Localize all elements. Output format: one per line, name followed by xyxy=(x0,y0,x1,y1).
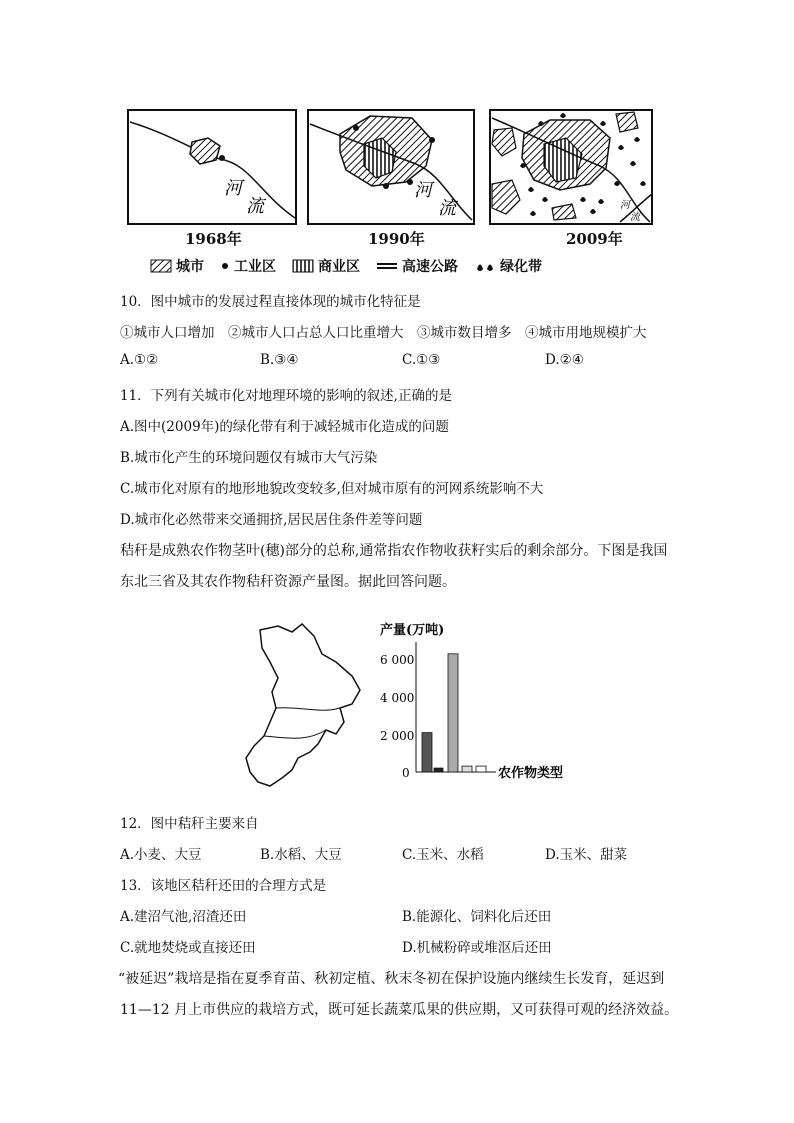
q13-option-c[interactable]: C.就地焚烧或直接还田 xyxy=(120,940,256,956)
map-panel-2009 xyxy=(490,110,652,224)
bar-3 xyxy=(448,654,458,772)
highway-line-icon xyxy=(376,259,398,273)
q12-option-c[interactable]: C.玉米、水稻 xyxy=(402,847,484,863)
y-tick-0: 0 xyxy=(402,766,410,780)
svg-text:流: 流 xyxy=(630,212,640,223)
bar-1 xyxy=(422,733,432,772)
svg-text:河: 河 xyxy=(414,180,432,201)
svg-text:流: 流 xyxy=(246,196,264,217)
legend-industrial: 工业区 xyxy=(220,256,276,276)
industrial-dot-icon xyxy=(220,259,230,273)
chart-xlabel: 农作物类型 xyxy=(498,766,564,781)
q12-option-b[interactable]: B.水稻、大豆 xyxy=(260,847,342,863)
map-legend xyxy=(150,256,670,276)
northeast-china-outline-icon xyxy=(240,618,370,798)
q11-option-c[interactable]: C.城市化对原有的地形地貌改变较多,但对城市原有的河网系统影响不大 xyxy=(120,481,544,497)
bar-chart xyxy=(372,620,612,790)
q10-statements: ①城市人口增加 ②城市人口占总人口比重增大 ③城市数目增多 ④城市用地规模扩大 xyxy=(120,325,647,341)
q10-stem: 10．图中城市的发展过程直接体现的城市化特征是 xyxy=(120,294,421,310)
legend-city: 城市 xyxy=(150,256,204,276)
chart-ylabel: 产量(万吨) xyxy=(380,623,445,638)
q10-option-d[interactable]: D.②④ xyxy=(545,352,584,368)
straw-output-chart xyxy=(372,620,612,790)
legend-commercial: 商业区 xyxy=(292,256,360,276)
bar-4 xyxy=(462,766,472,772)
q11-stem: 11．下列有关城市化对地理环境的影响的叙述,正确的是 xyxy=(120,388,452,404)
y-tick-4000: 4 000 xyxy=(380,691,415,705)
legend-highway: 高速公路 xyxy=(376,256,458,276)
passage-line-1: 秸秆是成熟农作物茎叶(穗)部分的总称,通常指农作物收获籽实后的剩余部分。下图是我国 xyxy=(120,543,668,559)
commercial-swatch-icon xyxy=(292,259,314,273)
map-panel-1968 xyxy=(128,110,296,224)
greenbelt-drop-icon xyxy=(474,259,496,273)
city-swatch-icon xyxy=(150,259,172,273)
q11-option-b[interactable]: B.城市化产生的环境问题仅有城市大气污染 xyxy=(120,450,378,466)
map-panel-1990 xyxy=(308,110,474,224)
q10-option-c[interactable]: C.①③ xyxy=(402,352,441,368)
year-label-1990: 1990年 xyxy=(368,230,425,248)
q10-option-b[interactable]: B.③④ xyxy=(260,352,299,368)
q13-stem: 13．该地区秸秆还田的合理方式是 xyxy=(120,878,327,894)
q10-option-a[interactable]: A.①② xyxy=(120,352,159,368)
q12-option-a[interactable]: A.小麦、大豆 xyxy=(120,847,202,863)
year-label-1968: 1968年 xyxy=(185,230,242,248)
q13-option-d[interactable]: D.机械粉碎或堆沤后还田 xyxy=(402,940,552,956)
q10-options xyxy=(120,352,680,372)
svg-text:流: 流 xyxy=(438,198,456,219)
q12-options xyxy=(120,843,680,863)
legend-greenbelt: 绿化带 xyxy=(474,256,542,276)
svg-text:河: 河 xyxy=(620,200,630,211)
q12-option-d[interactable]: D.玉米、甜菜 xyxy=(545,847,628,863)
northeast-map xyxy=(240,618,370,798)
q13-option-a[interactable]: A.建沼气池,沼渣还田 xyxy=(120,909,247,925)
y-tick-2000: 2 000 xyxy=(380,729,415,743)
q11-option-d[interactable]: D.城市化必然带来交通拥挤,居民居住条件差等问题 xyxy=(120,512,423,528)
passage-line-2: 东北三省及其农作物秸秆资源产量图。据此回答问题。 xyxy=(120,574,456,590)
bar-2 xyxy=(434,768,443,772)
passage2-line-1: “被延迟”栽培是指在夏季育苗、秋初定植、秋末冬初在保护设施内继续生长发育，延迟到 xyxy=(118,971,665,987)
bar-5 xyxy=(476,766,486,772)
year-label-2009: 2009年 xyxy=(566,230,623,248)
svg-text:河: 河 xyxy=(224,178,242,199)
q11-option-a[interactable]: A.图中(2009年)的绿化带有利于减轻城市化造成的问题 xyxy=(120,419,449,435)
passage2-line-2: 11—12 月上市供应的栽培方式，既可延长蔬菜瓜果的供应期，又可获得可观的经济效益。 xyxy=(120,1002,679,1018)
q13-option-b[interactable]: B.能源化、饲料化后还田 xyxy=(402,909,552,925)
y-tick-6000: 6 000 xyxy=(380,653,415,667)
q12-stem: 12．图中秸秆主要来自 xyxy=(120,816,259,832)
